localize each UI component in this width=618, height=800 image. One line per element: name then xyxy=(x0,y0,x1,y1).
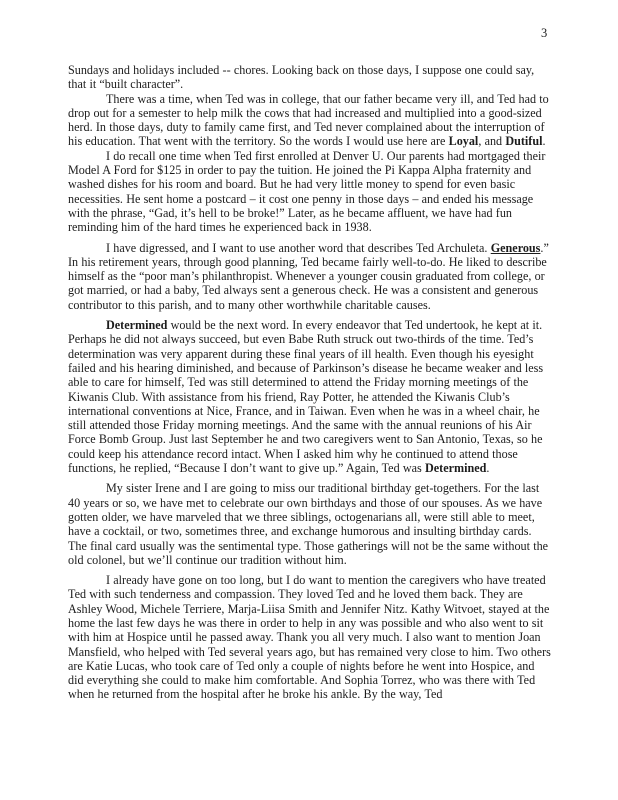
paragraph xyxy=(68,63,553,92)
text-segment: Loyal xyxy=(448,134,479,149)
page-number: 3 xyxy=(541,26,548,40)
document-body xyxy=(68,63,553,702)
text-segment: Determined xyxy=(106,318,168,333)
paragraph xyxy=(68,92,553,149)
text-segment: , and xyxy=(478,134,506,149)
text-segment: Determined xyxy=(425,461,487,476)
paragraph xyxy=(68,149,553,235)
text-segment: would be the next word. In every endeavor that Ted undertook, he kept at it. Perhaps he did not always succeed, but even Babe Ruth struck out two-thirds of the time. Ted’s determination was very apparent during these final years of ill health. Even though his eyesight failed and his hearing diminished, and because of Parkinson’s disease he became weaker and less able to care for himself, Ted was still determined to attend the Friday morning meetings of the Kiwanis Club. With assistance from his friend, Ray Potter, he attended the Kiwanis Club’s international conventions at Nice, France, and in Taiwan. Even when he was in a wheel chair, he still attended those Friday morning meetings. And the same with the annual reunions of his Air Force Bomb Group. Just last September he and two caregivers went to San Antonio, Texas, so he could keep his attendance record intact. When I asked him why he continued to attend those functions, he replied, “Because I don’t want to give up.” Again, Ted was xyxy=(68,318,544,476)
text-segment: . xyxy=(486,461,490,476)
paragraph xyxy=(68,481,553,567)
paragraph xyxy=(68,318,553,475)
text-segment: I do recall one time when Ted first enrolled at Denver U. Our parents had mortgaged their Model A Ford for $125 in order to pay the tuition. He joined the Pi Kappa Alpha fraternity and washed dishes for his room and board. But he had very little money to spend for even basic necessities. He sent home a postcard – it cost one penny in those days – and ended his message with the phrase, “Gad, it’s hell to be broke!” Later, as he became affluent, we have had fun reminding him of the hard times he experienced back in 1938. xyxy=(68,148,546,235)
paragraph xyxy=(68,573,553,702)
text-segment: There was a time, when Ted was in college, that our father became very ill, and Ted had to drop out for a semester to help milk the cows that had increased and multiplied into a good-sized herd. In those days, duty to family came first, and Ted never complained about the interruption of his education. That went with the territory. So the words I would use here are xyxy=(68,91,549,149)
text-segment: . xyxy=(542,134,546,149)
text-segment: .” In his retirement years, through good planning, Ted became fairly well-to-do. He liked to describe himself as the “poor man’s philanthropist. Whenever a younger cousin graduated from college, or got married, or had a baby, Ted always sent a generous check. He was a consistent and generous contributor to this parish, and to many other worthwhile charitable causes. xyxy=(68,240,549,312)
text-segment: I have digressed, and I want to use another word that describes Ted Archuleta. xyxy=(106,240,491,255)
text-segment: Sundays and holidays included -- chores. Looking back on those days, I suppose one could say, that it “built character”. xyxy=(68,63,535,92)
text-segment: Dutiful xyxy=(505,134,543,149)
paragraph xyxy=(68,241,553,312)
text-segment: I already have gone on too long, but I do want to mention the caregivers who have treated Ted with such tenderness and compassion. They loved Ted and he loved them back. They are Ashley Wood, Michele Terriere, Marja-Liisa Smith and Jennifer Nitz. Kathy Witvoet, stayed at the home the last few days he was there in order to help in any was possible and who also went to sit with him at Hospice until he passed away. Thank you all very much. I also want to mention Joan Mansfield, who helped with Ted several years ago, but has remained very close to him. Two others are Katie Lucas, who took care of Ted only a couple of nights before he went into Hospice, and did everything she could to make him comfortable. And Sophia Torrez, who was there with Ted when he returned from the hospital after he broke his ankle. By the way, Ted xyxy=(68,573,551,702)
text-segment: My sister Irene and I are going to miss our traditional birthday get-togethers. For the last 40 years or so, we have met to celebrate our own birthdays and those of our spouses. As we have gotten older, we have marveled that we three siblings, octogenarians all, were still able to meet, have a cocktail, or two, sometimes three, and exchange humorous and insulting birthday cards. The final card usually was the sentimental type. Those gatherings will not be the same without the old colonel, but we’ll continue our tradition without him. xyxy=(68,481,549,567)
text-segment: Generous xyxy=(490,240,541,255)
